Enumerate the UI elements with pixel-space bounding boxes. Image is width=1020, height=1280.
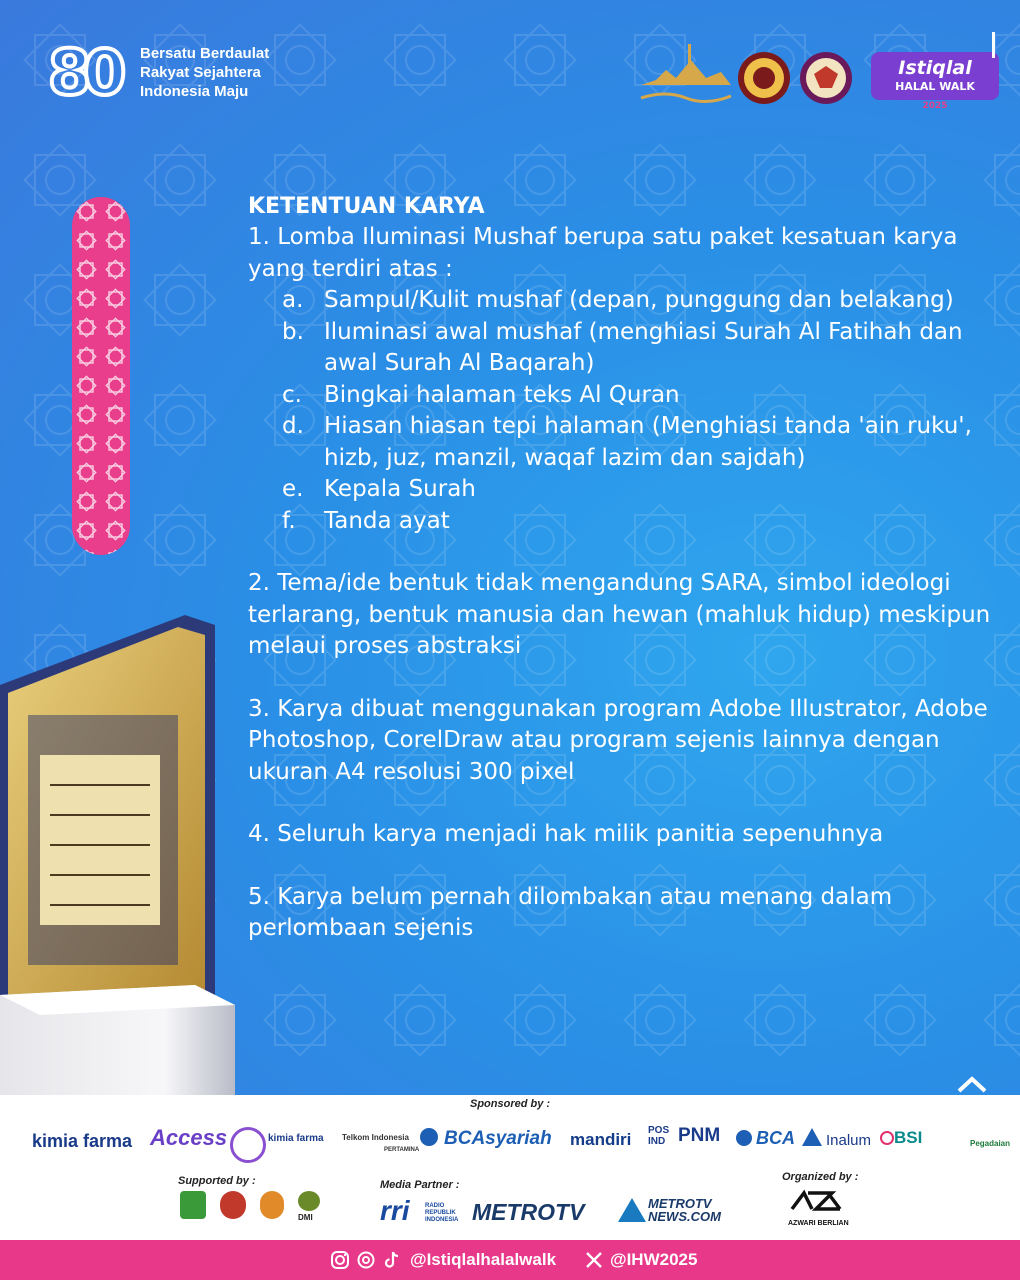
- instagram-handle[interactable]: @Istiqlalhalalwalk: [410, 1250, 557, 1269]
- tagline-line-3: Indonesia Maju: [140, 83, 249, 100]
- rules-content: [248, 192, 1008, 945]
- sub-item-e: [282, 474, 1008, 506]
- ministry-garuda-seal: [800, 52, 852, 104]
- sub-item-text: Sampul/Kulit mushaf (depan, punggung dan belakang): [324, 287, 954, 313]
- sponsor-logo: kimia farma: [268, 1133, 324, 1144]
- sub-item-text: Iluminasi awal mushaf (menghiasi Surah Al Fatihah dan awal Surah Al Baqarah): [324, 318, 963, 376]
- rule-5: 5. Karya belum pernah dilombakan atau menang dalam perlombaan sejenis: [248, 883, 893, 941]
- sub-item-text: Hiasan hiasan tepi halaman (Menghiasi tanda 'ain ruku', hizb, juz, manzil, waqaf lazim dan sajdah): [324, 413, 972, 471]
- anniversary-80-logo: 80: [48, 36, 119, 109]
- tagline: [140, 44, 269, 101]
- sub-item-c: [282, 380, 1008, 412]
- sponsored-label: Sponsored by :: [470, 1098, 551, 1110]
- rule-1-intro: 1. Lomba Iluminasi Mushaf berupa satu paket kesatuan karya yang terdiri atas :: [248, 224, 958, 282]
- sub-item-text: Bingkai halaman teks Al Quran: [324, 381, 680, 408]
- sponsor-logo: PERTAMINA: [384, 1147, 420, 1153]
- media-partner-logo: rri: [380, 1195, 410, 1226]
- organized-label: Organized by :: [782, 1171, 859, 1183]
- supporter-logo: DMI: [298, 1213, 313, 1222]
- supporter-logo: [220, 1191, 246, 1219]
- sponsor-logo: POS IND: [648, 1125, 670, 1147]
- display-pedestal: [0, 985, 235, 1095]
- sub-item-d: [282, 411, 1008, 474]
- sponsor-logo: Inalum: [826, 1132, 872, 1149]
- partner-logos-top: [636, 30, 1006, 120]
- tagline-line-2: Rakyat Sejahtera: [140, 64, 261, 81]
- sub-item-letter: b.: [282, 318, 304, 345]
- istiqlal-mosque-logo: [641, 44, 731, 102]
- sub-item-letter: c.: [282, 381, 302, 408]
- sponsor-logo: mandiri: [570, 1130, 632, 1149]
- organizer-name: AZWARI BERLIAN: [788, 1220, 849, 1227]
- rule-2: 2. Tema/ide bentuk tidak mengandung SARA, simbol ideologi terlarang, bentuk manusia dan hewan (mahluk hidup) meskipun melaui proses abstraksi: [248, 570, 991, 659]
- sponsor-logo: Pegadaian: [970, 1139, 1011, 1148]
- supporter-logo: [260, 1191, 284, 1219]
- media-partner-logo: METROTV: [472, 1199, 585, 1225]
- sub-item-letter: e.: [282, 476, 304, 502]
- pink-ornament-bar: [72, 197, 130, 555]
- sponsor-section: [0, 1095, 1020, 1240]
- tagline-line-1: Bersatu Berdaulat: [140, 45, 270, 62]
- sub-item-text: Tanda ayat: [324, 507, 450, 534]
- sub-item-text: Kepala Surah: [324, 476, 476, 502]
- pink-bar-pattern: [72, 197, 130, 555]
- x-icon[interactable]: [584, 1250, 604, 1270]
- media-partner-label: Media Partner :: [380, 1179, 460, 1191]
- supporter-logo: [180, 1191, 206, 1219]
- azwari-berlian-logo: [788, 1189, 846, 1219]
- supported-label: Supported by :: [178, 1175, 256, 1187]
- social-footer: [0, 1240, 1020, 1280]
- sponsor-logo: BSI: [894, 1128, 923, 1147]
- sponsor-logo: kimia farma: [32, 1131, 133, 1151]
- sponsor-logo: BCAsyariah: [444, 1128, 552, 1149]
- halal-center-seal: [738, 52, 790, 104]
- event-logo-subtitle: HALAL WALK: [895, 80, 975, 93]
- metrotv-news-icon: [618, 1198, 646, 1222]
- event-logo-title: Istiqlal: [898, 57, 972, 79]
- event-logo-year: 2025: [922, 101, 948, 111]
- sponsor-logo: BCA: [756, 1128, 795, 1148]
- sub-item-letter: f.: [282, 507, 296, 534]
- bca-icon: [736, 1130, 752, 1146]
- threads-icon[interactable]: [356, 1250, 376, 1270]
- sponsor-logo-ring: [230, 1127, 266, 1163]
- rule-3: 3. Karya dibuat menggunakan program Adobe Illustrator, Adobe Photoshop, CorelDraw atau program sejenis lainnya dengan ukuran A4 resolusi 300 pixel: [248, 695, 988, 785]
- chevron-up-icon: [956, 1074, 988, 1094]
- media-partner-logo: RADIO REPUBLIK INDONESIA: [425, 1203, 459, 1223]
- istiqlal-halal-walk-logo: [871, 32, 999, 111]
- section-heading: KETENTUAN KARYA: [248, 194, 485, 219]
- sponsor-logo: PNM: [678, 1125, 721, 1146]
- inalum-icon: [802, 1128, 822, 1146]
- x-handle[interactable]: @IHW2025: [610, 1250, 698, 1269]
- instagram-icon[interactable]: [330, 1250, 350, 1270]
- bsi-icon: [880, 1131, 894, 1145]
- bca-syariah-icon: [420, 1128, 438, 1146]
- media-partner-logo: METROTV NEWS.COM: [648, 1196, 721, 1224]
- sponsor-logo: Telkom Indonesia: [342, 1133, 409, 1142]
- sponsor-logo: Access: [150, 1125, 228, 1150]
- sub-item-a: [282, 285, 1008, 317]
- sub-item-b: [282, 317, 1008, 380]
- rule-4: 4. Seluruh karya menjadi hak milik panitia sepenuhnya: [248, 821, 884, 847]
- sub-item-letter: d.: [282, 413, 304, 439]
- sub-item-letter: a.: [282, 287, 304, 313]
- quran-illumination-image: [0, 605, 220, 1005]
- sub-item-f: [282, 506, 1008, 538]
- tiktok-icon[interactable]: [382, 1250, 402, 1270]
- supporter-logo: [298, 1191, 320, 1211]
